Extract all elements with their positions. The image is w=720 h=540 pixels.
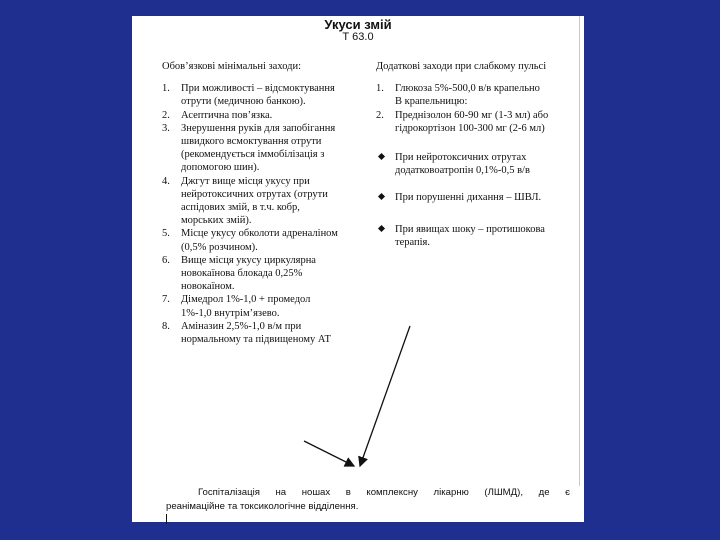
item-text: При можливості – відсмоктування отрути (медичною банкою). bbox=[181, 83, 335, 108]
item-text: Знерушення руків для запобігання швидкого всмоктування отрути (рекомендується іммобілізація з допомогою шин). bbox=[181, 122, 336, 174]
item-number: 1. bbox=[376, 83, 384, 95]
item-number: 4. bbox=[162, 175, 170, 187]
item-text: Дімедрол 1%-1,0 + промедол 1%-1,0 внутрім’язево. bbox=[181, 294, 311, 319]
document-page bbox=[132, 16, 584, 522]
bullet-text: При порушенні дихання – ШВЛ. bbox=[395, 192, 542, 204]
item-text: Місце укусу обколоти адреналіном (0,5% розчином). bbox=[181, 228, 338, 253]
arrow-from-right-icon bbox=[360, 326, 410, 466]
item-number: 7. bbox=[162, 294, 170, 306]
mandatory-measures-heading: Обов’язкові мінімальні заходи: bbox=[162, 61, 302, 72]
footer-line-2: реанімаційне та токсикологічне відділення. bbox=[166, 501, 359, 512]
hospitalization-note bbox=[166, 486, 570, 514]
item-number: 2. bbox=[162, 109, 170, 121]
item-number: 2. bbox=[376, 109, 384, 121]
text-cursor-mark bbox=[166, 514, 167, 524]
footer-line-1: Госпіталізація на ношах в комплексну лікарню (ЛШМД), де є bbox=[198, 487, 570, 498]
item-number: 5. bbox=[162, 228, 170, 240]
slide-title: Укуси змій bbox=[324, 17, 392, 32]
item-text: Аміназин 2,5%-1,0 в/м при нормальному та підвищеному АТ bbox=[181, 320, 331, 346]
item-number: 1. bbox=[162, 83, 170, 95]
pointer-arrows bbox=[132, 16, 584, 522]
item-text: Джгут вище місця укусу при нейротоксичних отрутах (отрути аспідових змій, в т.ч. кобр, морських змій). bbox=[181, 175, 328, 227]
item-text: Преднізолон 60-90 мг (1-3 мл) або гідрокортізон 100-300 мг (2-6 мл) bbox=[395, 109, 549, 134]
item-text: Асептична пов’язка. bbox=[181, 109, 273, 121]
item-number: 6. bbox=[162, 254, 170, 266]
item-text: В крапельницю: bbox=[395, 96, 468, 108]
bullet-text: При нейротоксичних отрутах додатковоатропін 0,1%-0,5 в/в bbox=[395, 152, 530, 177]
additional-measures-heading: Додаткові заходи при слабкому пульсі bbox=[376, 61, 547, 72]
diagnosis-code: Т 63.0 bbox=[342, 31, 374, 43]
arrow-from-left-icon bbox=[304, 441, 354, 466]
bullet-text: При явищах шоку – протишокова терапія. bbox=[395, 223, 545, 248]
item-text: Вище місця укусу циркулярна новокаїнова блокада 0,25% новокаїном. bbox=[181, 254, 316, 293]
item-number: 8. bbox=[162, 320, 170, 332]
item-text: Глюкоза 5%-500,0 в/в крапельно bbox=[395, 83, 540, 95]
page-edge-line bbox=[579, 16, 580, 486]
item-number: 3. bbox=[162, 122, 170, 134]
